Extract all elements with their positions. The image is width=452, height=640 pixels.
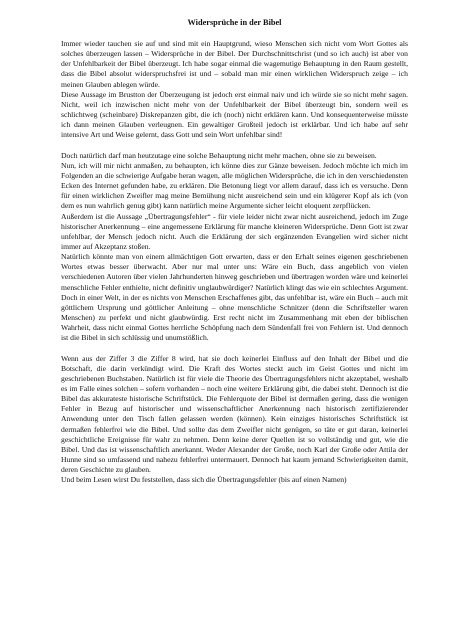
paragraph: Außerdem ist die Aussage „Übertragungsfehler“ - für viele leider nicht zwar nicht ausreichend, jedoch im Zuge historischer Anerkennung – eine angemessene Erklärung für manche kleineren Widersprüche. Denn Gott ist zwar unfehlbar, der Mensch jedoch nicht. Auch die Erklärung der sich ergänzenden Evangelien wird sicher nicht immer auf Akzeptanz stoßen. (61, 211, 408, 251)
paragraph-gap (61, 344, 408, 354)
paragraph: Diese Aussage im Brustton der Überzeugung ist jedoch erst einmal naiv und ich würde sie so nicht mehr sagen. Nicht, weil ich inzwischen nicht mehr von der Unfehlbarkeit der Bibel überzeugt bin, sondern weil es schlichtweg (scheinbare) Diskrepanzen gibt, die ich (noch) nicht erklären kann. Und konsequenterweise müsste ich dann meinen Glauben verleugnen. Ein gewaltiger Großteil jedoch ist erklärbar. Und ich habe auf sehr intensive Art und Weise gelernt, dass Gott und sein Wort unfehlbar sind! (61, 89, 408, 140)
paragraph: Doch natürlich darf man heutzutage eine solche Behauptung nicht mehr machen, ohne sie zu beweisen. (61, 150, 377, 160)
paragraph: Und beim Lesen wirst Du feststellen, dass sich die Übertragungsfehler (bis auf einen Namen) (61, 475, 347, 485)
paragraph: Natürlich könnte man von einem allmächtigen Gott erwarten, dass er den Erhalt seines eigenen geschriebenen Wortes etwas besser überwacht. Aber nur mal unter uns: Wäre ein Buch, dass angeblich von vielen verschiedenen Autoren über vielen Jahrhunderten hinweg geschrieben und übertragen worden wäre und keinerlei menschliche Fehler enthielte, nicht definitiv unglaubwürdiger? Natürlich klingt das wie ein schlechtes Argument. Doch in einer Welt, in der es nichts von Menschen Erschaffenes gibt, das unfehlbar ist, wäre ein Buch – auch mit göttlichem Ursprung und göttlicher Anleitung – ohne menschliche Schnitzer (denn die Schriftsteller waren Menschen) zu perfekt und nicht glaubwürdig. Erst recht nicht im Zusammenhang mit eben der biblischen Wahrheit, dass nicht einmal Gottes herrliche Schöpfung nach dem Sündenfall frei von Fehlern ist. Und dennoch ist die Bibel in sich schlüssig und unumstößlich. (61, 252, 408, 343)
paragraph: Nun, ich will mir nicht anmaßen, zu behaupten, ich könne dies zur Gänze beweisen. Jedoch möchte ich mich im Folgenden an die schwierige Aufgabe heran wagen, alle möglichen Widersprüche, die ich in den verschiedensten Ecken des Internet gefunden habe, zu erklären. Die Betonung liegt vor allem darauf, dass ich es versuche. Denn für einen wirklichen Zweifler mag meine Bemühung nicht ausreichend sein und ein klügerer Kopf als ich (von dem es nun wahrlich genug gibt) kann natürlich meine Argumente sicher leicht eloquent zerpflücken. (61, 160, 408, 211)
paragraph: Wenn aus der Ziffer 3 die Ziffer 8 wird, hat sie doch keinerlei Einfluss auf den Inhalt der Bibel und die Botschaft, die darin verkündigt wird. Die Kraft des Wortes steckt auch im Geist Gottes und nicht im geschriebenen Buchstaben. Natürlich ist für viele die Theorie des Übertragungsfehlers nicht akzeptabel, weshalb es im Falle eines solchen – sofern vorhanden – noch eine weitere Erklärung gibt, die dabei steht. Dennoch ist die Bibel das akkurateste historische Schriftstück. Die Fehlerquote der Bibel ist dermaßen gering, dass die wenigen Fehler in Bezug auf historischer und wissenschaftlicher Anerkennung nach historisch zertifizierender Anwendung unter den Tisch fallen gelassen werden (können). Kein einziges historisches Schriftstück ist dermaßen fehlerfrei wie die Bibel. Und sollte das dem Zweifler nicht genügen, so täte er gut daran, keinerlei geschichtliche Ereignisse für wahr zu nehmen. Denn keine derer Quellen ist so vollständig und gut, wie die Bibel. Und das ist wissenschaftlich anerkannt. Weder Alexander der Große, noch Karl der Große oder Attila der Hunne sind so umfassend und nahezu fehlerfrei untermauert. Dennoch hat kaum jemand Schwierigkeiten damit, deren Geschichte zu glauben. (61, 353, 408, 475)
paragraph-gap (61, 141, 408, 151)
document-title: Widersprüche in der Bibel (187, 18, 282, 27)
paragraph: Immer wieder tauchen sie auf und sind mit ein Hauptgrund, wieso Menschen sich nicht vom Wort Gottes als solches überzeugen lassen – Widersprüche in der Bibel. Der Durchschnittschrist (und so ich auch) ist aber von der Unfehlbarkeit der Bibel überzeugt. Ich habe sogar einmal die wagemutige Behauptung in den Raum gestellt, dass die Bibel absolut widerspruchsfrei ist und – sobald man mir einen wirklichen Widerspruch zeige – ich meinen Glauben ablegen würde. (61, 39, 408, 89)
